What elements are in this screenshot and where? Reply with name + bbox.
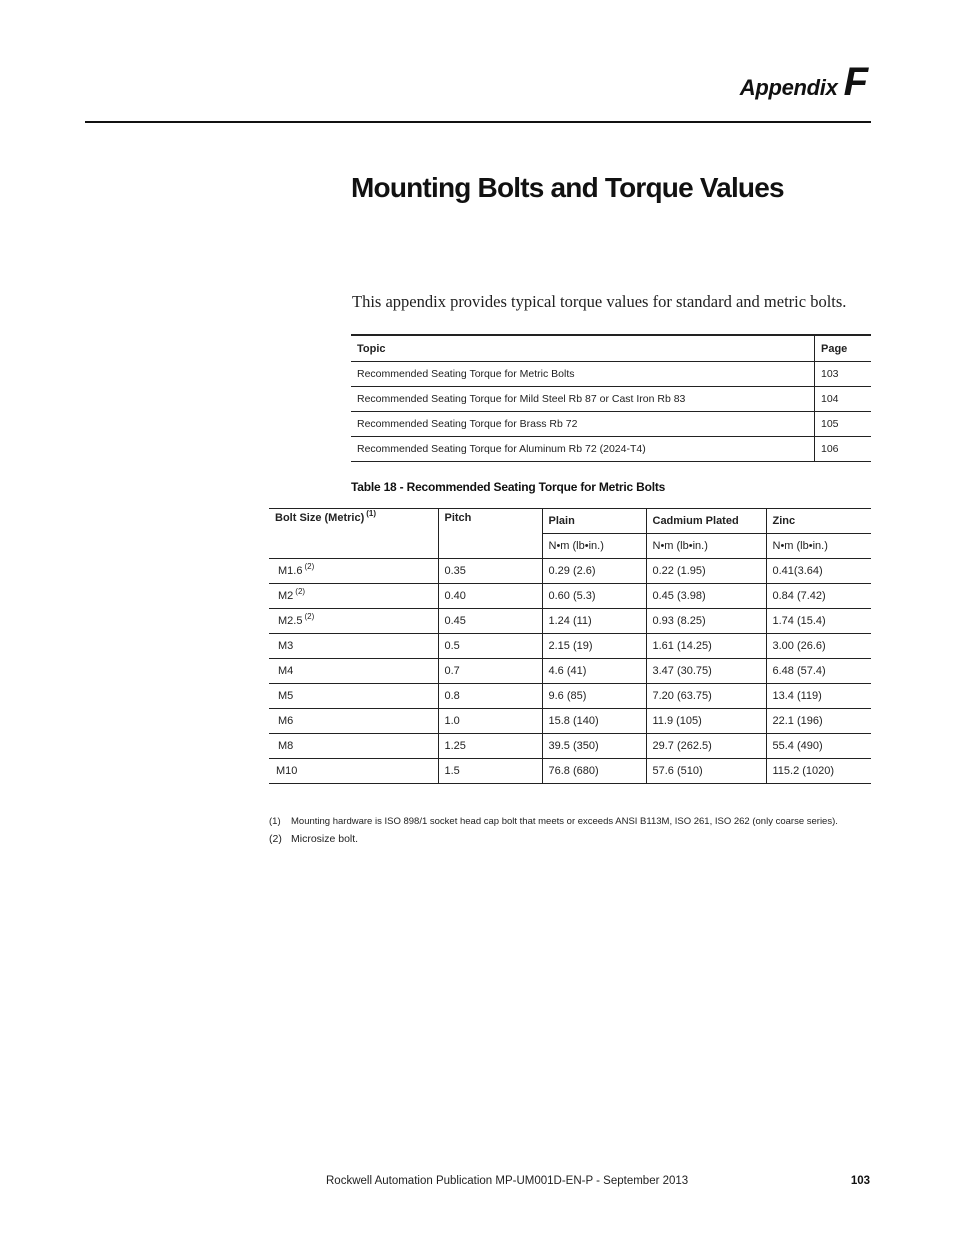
bolt-size-cell[interactable] <box>269 684 438 709</box>
bolt-size-value: M5 <box>278 690 294 702</box>
bolt-size-value: M2.5 <box>278 615 303 627</box>
table-row[interactable] <box>269 559 871 584</box>
table-caption: Table 18 - Recommended Seating Torque for Metric Bolts <box>351 480 666 494</box>
bolt-size-value: M6 <box>278 715 294 727</box>
bolt-size-cell[interactable] <box>269 759 438 784</box>
plain-units: N•m (lb•in.) <box>542 534 646 559</box>
cadmium-cell[interactable]: 11.9 (105) <box>646 709 766 734</box>
pitch-cell[interactable]: 0.7 <box>438 659 542 684</box>
cadmium-cell[interactable]: 1.61 (14.25) <box>646 634 766 659</box>
footnote-ref: (2) <box>295 587 306 597</box>
bolt-size-cell[interactable] <box>269 559 438 584</box>
pitch-cell[interactable]: 0.5 <box>438 634 542 659</box>
footnote-2 <box>269 830 838 847</box>
topic-table <box>351 334 871 462</box>
bolt-size-cell[interactable] <box>269 609 438 634</box>
cadmium-cell[interactable]: 3.47 (30.75) <box>646 659 766 684</box>
footnote-ref: (2) <box>304 562 315 572</box>
appendix-letter: F <box>843 60 868 104</box>
table-row[interactable] <box>351 412 871 437</box>
bolt-size-cell[interactable] <box>269 734 438 759</box>
page-cell[interactable]: 105 <box>815 412 872 437</box>
pitch-cell[interactable]: 0.45 <box>438 609 542 634</box>
page-cell[interactable]: 103 <box>815 362 872 387</box>
zinc-units: N•m (lb•in.) <box>766 534 871 559</box>
table-row[interactable] <box>351 437 871 462</box>
footnote-number: (2) <box>269 832 282 845</box>
plain-cell[interactable]: 2.15 (19) <box>542 634 646 659</box>
table-row[interactable] <box>351 362 871 387</box>
cadmium-units: N•m (lb•in.) <box>646 534 766 559</box>
table-row[interactable] <box>269 684 871 709</box>
pitch-cell[interactable]: 0.40 <box>438 584 542 609</box>
table-row[interactable] <box>269 659 871 684</box>
bolt-size-value: M8 <box>278 740 294 752</box>
table-row[interactable] <box>269 584 871 609</box>
zinc-cell[interactable]: 0.41(3.64) <box>766 559 871 584</box>
footer-publication: Rockwell Automation Publication MP-UM001D-EN-P - September 2013 <box>326 1175 689 1187</box>
table-row[interactable] <box>269 634 871 659</box>
topic-cell[interactable]: Recommended Seating Torque for Brass Rb 72 <box>351 412 815 437</box>
topic-table-header-row <box>351 335 871 362</box>
page-column-header: Page <box>815 335 872 362</box>
footer-page-number: 103 <box>850 1175 870 1187</box>
table-row[interactable] <box>269 734 871 759</box>
bolt-size-value: M3 <box>278 640 294 652</box>
zinc-cell[interactable]: 3.00 (26.6) <box>766 634 871 659</box>
bolt-size-cell[interactable] <box>269 709 438 734</box>
plain-cell[interactable]: 9.6 (85) <box>542 684 646 709</box>
topic-column-header: Topic <box>351 335 815 362</box>
table-row[interactable] <box>269 709 871 734</box>
plain-cell[interactable]: 0.60 (5.3) <box>542 584 646 609</box>
plain-cell[interactable]: 15.8 (140) <box>542 709 646 734</box>
footnote-text: Mounting hardware is ISO 898/1 socket head cap bolt that meets or exceeds ANSI B113M, ISO 261, ISO 262 (only coarse series). <box>291 816 838 827</box>
cadmium-cell[interactable]: 29.7 (262.5) <box>646 734 766 759</box>
page-cell[interactable]: 106 <box>815 437 872 462</box>
intro-paragraph: This appendix provides typical torque values for standard and metric bolts. <box>352 292 847 311</box>
cadmium-cell[interactable]: 7.20 (63.75) <box>646 684 766 709</box>
footnote-1 <box>269 813 838 830</box>
cadmium-cell[interactable]: 0.45 (3.98) <box>646 584 766 609</box>
pitch-cell[interactable]: 1.0 <box>438 709 542 734</box>
footnote-text: Microsize bolt. <box>291 832 359 845</box>
plain-header: Plain <box>542 509 646 534</box>
zinc-cell[interactable]: 6.48 (57.4) <box>766 659 871 684</box>
appendix-word: Appendix <box>739 75 838 100</box>
bolt-size-value: M10 <box>276 765 298 777</box>
pitch-cell[interactable]: 1.25 <box>438 734 542 759</box>
cadmium-header: Cadmium Plated <box>646 509 766 534</box>
topic-cell[interactable]: Recommended Seating Torque for Mild Steel Rb 87 or Cast Iron Rb 83 <box>351 387 815 412</box>
page-cell[interactable]: 104 <box>815 387 872 412</box>
bolt-size-header <box>269 509 438 559</box>
footnotes <box>269 813 838 847</box>
bolt-size-cell[interactable] <box>269 584 438 609</box>
topic-cell[interactable]: Recommended Seating Torque for Metric Bolts <box>351 362 815 387</box>
bolt-size-value: M2 <box>278 590 294 602</box>
plain-cell[interactable]: 4.6 (41) <box>542 659 646 684</box>
bolt-size-cell[interactable] <box>269 659 438 684</box>
cadmium-cell[interactable]: 0.22 (1.95) <box>646 559 766 584</box>
pitch-header: Pitch <box>438 509 542 559</box>
footnote-number: (1) <box>269 816 281 827</box>
table-row[interactable] <box>351 387 871 412</box>
pitch-cell[interactable]: 0.8 <box>438 684 542 709</box>
zinc-cell[interactable]: 0.84 (7.42) <box>766 584 871 609</box>
bolt-size-header-label: Bolt Size (Metric) <box>275 512 365 524</box>
zinc-header: Zinc <box>766 509 871 534</box>
plain-cell[interactable]: 1.24 (11) <box>542 609 646 634</box>
cadmium-cell[interactable]: 57.6 (510) <box>646 759 766 784</box>
bolt-size-cell[interactable] <box>269 634 438 659</box>
cadmium-cell[interactable]: 0.93 (8.25) <box>646 609 766 634</box>
pitch-cell[interactable]: 1.5 <box>438 759 542 784</box>
torque-table-header-row <box>269 509 871 534</box>
table-row[interactable] <box>269 759 871 784</box>
page-title: Mounting Bolts and Torque Values <box>351 172 784 203</box>
header-rule <box>85 121 871 123</box>
bolt-size-value: M1.6 <box>278 565 303 577</box>
table-row[interactable] <box>269 609 871 634</box>
appendix-heading <box>740 62 868 102</box>
zinc-cell[interactable]: 22.1 (196) <box>766 709 871 734</box>
plain-cell[interactable]: 39.5 (350) <box>542 734 646 759</box>
footnote-ref: (1) <box>366 509 377 519</box>
zinc-cell[interactable]: 1.74 (15.4) <box>766 609 871 634</box>
bolt-size-value: M4 <box>278 665 294 677</box>
footnote-ref: (2) <box>304 612 315 622</box>
plain-cell[interactable]: 76.8 (680) <box>542 759 646 784</box>
topic-cell[interactable]: Recommended Seating Torque for Aluminum Rb 72 (2024-T4) <box>351 437 815 462</box>
torque-table <box>269 508 871 784</box>
zinc-cell[interactable]: 115.2 (1020) <box>766 759 871 784</box>
pitch-cell[interactable]: 0.35 <box>438 559 542 584</box>
plain-cell[interactable]: 0.29 (2.6) <box>542 559 646 584</box>
zinc-cell[interactable]: 55.4 (490) <box>766 734 871 759</box>
zinc-cell[interactable]: 13.4 (119) <box>766 684 871 709</box>
